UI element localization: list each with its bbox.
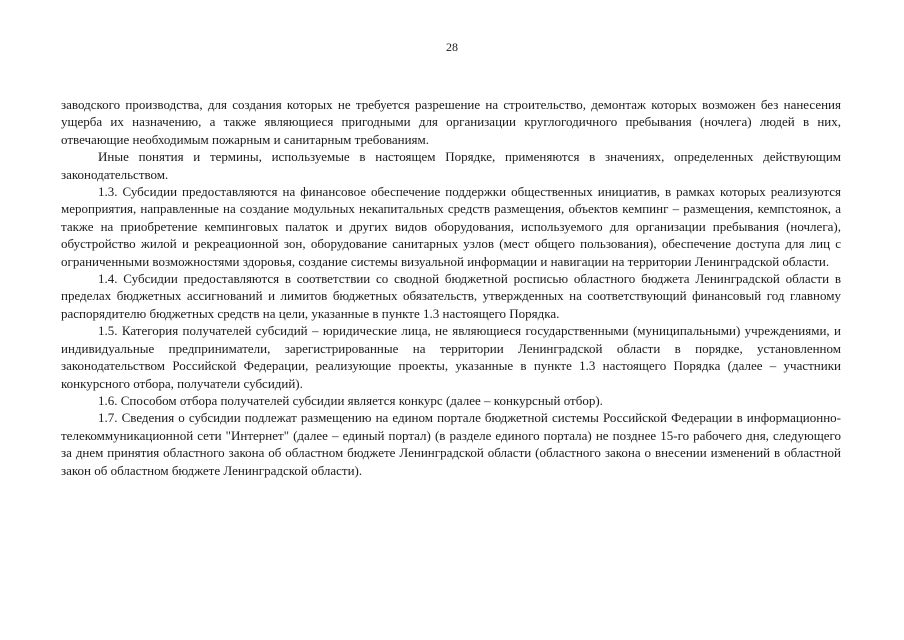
paragraph-1-4: 1.4. Субсидии предоставляются в соответствии со сводной бюджетной росписью областного бюджета Ленинградской области в пределах бюджетных ассигнований и лимитов бюджетных обязательств, утвержденных на соответствующий финансовый год главному распорядителю бюджетных средств на цели, указанные в пункте 1.3 настоящего Порядка. xyxy=(61,271,841,321)
paragraph-continuation: заводского производства, для создания которых не требуется разрешение на строительство, демонтаж которых возможен без нанесения ущерба их назначению, а также являющиеся пригодными для организации круглогодичного пребывания (ночлега) людей в них, отвечающие необходимым пожарным и санитарным требованиям. xyxy=(61,97,841,147)
paragraph-1-7: 1.7. Сведения о субсидии подлежат размещению на едином портале бюджетной системы Российской Федерации в информационно-телекоммуникационной сети "Интернет" (далее – единый портал) (в разделе единого портала) не позднее 15-го рабочего дня, следующего за днем принятия областного закона об областном бюджете Ленинградской области (областного закона о внесении изменений в областной закон об областном бюджете Ленинградской области). xyxy=(61,410,841,478)
page-number: 28 xyxy=(446,40,458,54)
paragraph-1-6: 1.6. Способом отбора получателей субсидии является конкурс (далее – конкурсный отбор). xyxy=(98,392,603,408)
paragraph-1-3: 1.3. Субсидии предоставляются на финансовое обеспечение поддержки общественных инициатив, в рамках которых реализуются мероприятия, направленные на создание модульных некапитальных средств размещения, объектов кемпинг – размещения, кемпстоянок, а также на приобретение кемпинговых палаток и других видов оборудования, используемого для организации пребывания (ночлега), обустройство жилой и рекреационной зон, оборудование санитарных узлов (мест общего пользования), обеспечение доступа для лиц с ограниченными возможностями здоровья, создание системы визуальной информации и навигации на территории Ленинградской области. xyxy=(61,184,841,269)
paragraph-terms: Иные понятия и термины, используемые в настоящем Порядке, применяются в значениях, определенных действующим законодательством. xyxy=(61,149,841,182)
document-body xyxy=(61,96,841,479)
paragraph-1-5: 1.5. Категория получателей субсидий – юридические лица, не являющиеся государственными (муниципальными) учреждениями, и индивидуальные предприниматели, зарегистрированные на территории Ленинградской области в порядке, установленном законодательством Российской Федерации, реализующие проекты, указанные в пункте 1.3 настоящего Порядка (далее – участники конкурсного отбора, получатели субсидий). xyxy=(61,323,841,391)
